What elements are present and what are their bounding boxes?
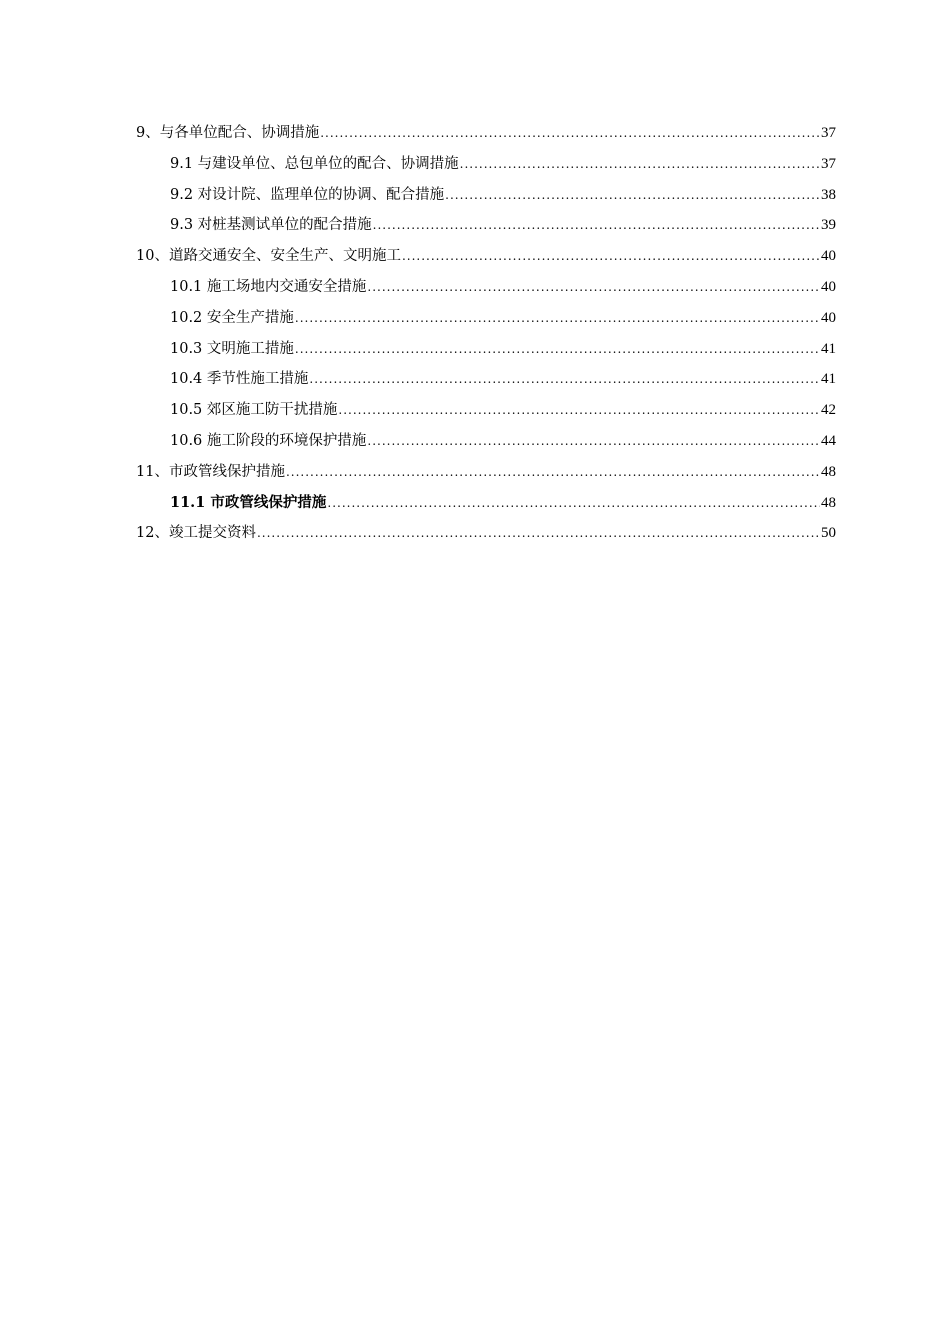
toc-entry-title: 10、道路交通安全、安全生产、文明施工 [136, 248, 401, 265]
toc-page-number: 37 [821, 125, 836, 141]
toc-entry-title: 9.3 对桩基测试单位的配合措施 [170, 217, 372, 234]
toc-dot-leader [338, 395, 820, 426]
toc-dot-leader [286, 457, 820, 488]
toc-entry-title: 10.5 郊区施工防干扰措施 [170, 402, 338, 419]
toc-entry[interactable] [136, 180, 836, 211]
toc-entry-title: 11、市政管线保护措施 [136, 463, 285, 480]
toc-entry[interactable] [136, 118, 836, 149]
toc-entry[interactable] [136, 149, 836, 180]
toc-entry-title: 10.2 安全生产措施 [170, 309, 294, 326]
toc-entry[interactable] [136, 426, 836, 457]
toc-page-number: 48 [821, 463, 836, 480]
toc-page-number: 40 [821, 248, 836, 265]
toc-entry[interactable] [136, 488, 836, 519]
toc-page-number: 41 [821, 340, 836, 357]
toc-dot-leader [257, 518, 820, 549]
toc-dot-leader [373, 210, 820, 241]
toc-page-number: 37 [821, 155, 836, 172]
toc-entry[interactable] [136, 395, 836, 426]
toc-entry[interactable] [136, 241, 836, 272]
toc-page-number: 39 [821, 217, 836, 234]
toc-dot-leader [445, 180, 820, 211]
toc-entry-title: 9、与各单位配合、协调措施 [136, 125, 320, 141]
toc-entry[interactable] [136, 334, 836, 365]
toc-page-number: 38 [821, 186, 836, 203]
toc-entry-title: 12、竣工提交资料 [136, 525, 256, 542]
toc-entry-title: 9.2 对设计院、监理单位的协调、配合措施 [170, 186, 445, 203]
toc-dot-leader [367, 426, 820, 457]
toc-dot-leader [295, 303, 820, 334]
table-of-contents [136, 118, 836, 549]
toc-entry-title: 10.1 施工场地内交通安全措施 [170, 278, 367, 295]
toc-dot-leader [320, 118, 820, 149]
toc-entry-title: 10.3 文明施工措施 [170, 340, 294, 357]
toc-page-number: 40 [821, 309, 836, 326]
toc-entry[interactable] [136, 272, 836, 303]
toc-page-number: 42 [821, 402, 836, 419]
toc-entry-title: 9.1 与建设单位、总包单位的配合、协调措施 [170, 155, 459, 172]
toc-dot-leader [460, 149, 820, 180]
toc-entry[interactable] [136, 210, 836, 241]
toc-page-number: 40 [821, 278, 836, 295]
toc-page-number: 41 [821, 371, 836, 388]
toc-entry[interactable] [136, 303, 836, 334]
toc-dot-leader [367, 272, 820, 303]
toc-page-number: 44 [821, 432, 836, 449]
toc-dot-leader [402, 241, 820, 272]
toc-dot-leader [327, 488, 820, 519]
toc-dot-leader [295, 334, 820, 365]
toc-dot-leader [309, 364, 820, 395]
toc-entry[interactable] [136, 518, 836, 549]
toc-entry-title: 10.4 季节性施工措施 [170, 371, 309, 388]
toc-page-number: 48 [821, 494, 836, 511]
toc-entry-title: 10.6 施工阶段的环境保护措施 [170, 432, 367, 449]
toc-page-number: 50 [821, 525, 836, 542]
toc-entry[interactable] [136, 457, 836, 488]
toc-entry[interactable] [136, 364, 836, 395]
toc-entry-title: 11.1 市政管线保护措施 [170, 493, 327, 511]
